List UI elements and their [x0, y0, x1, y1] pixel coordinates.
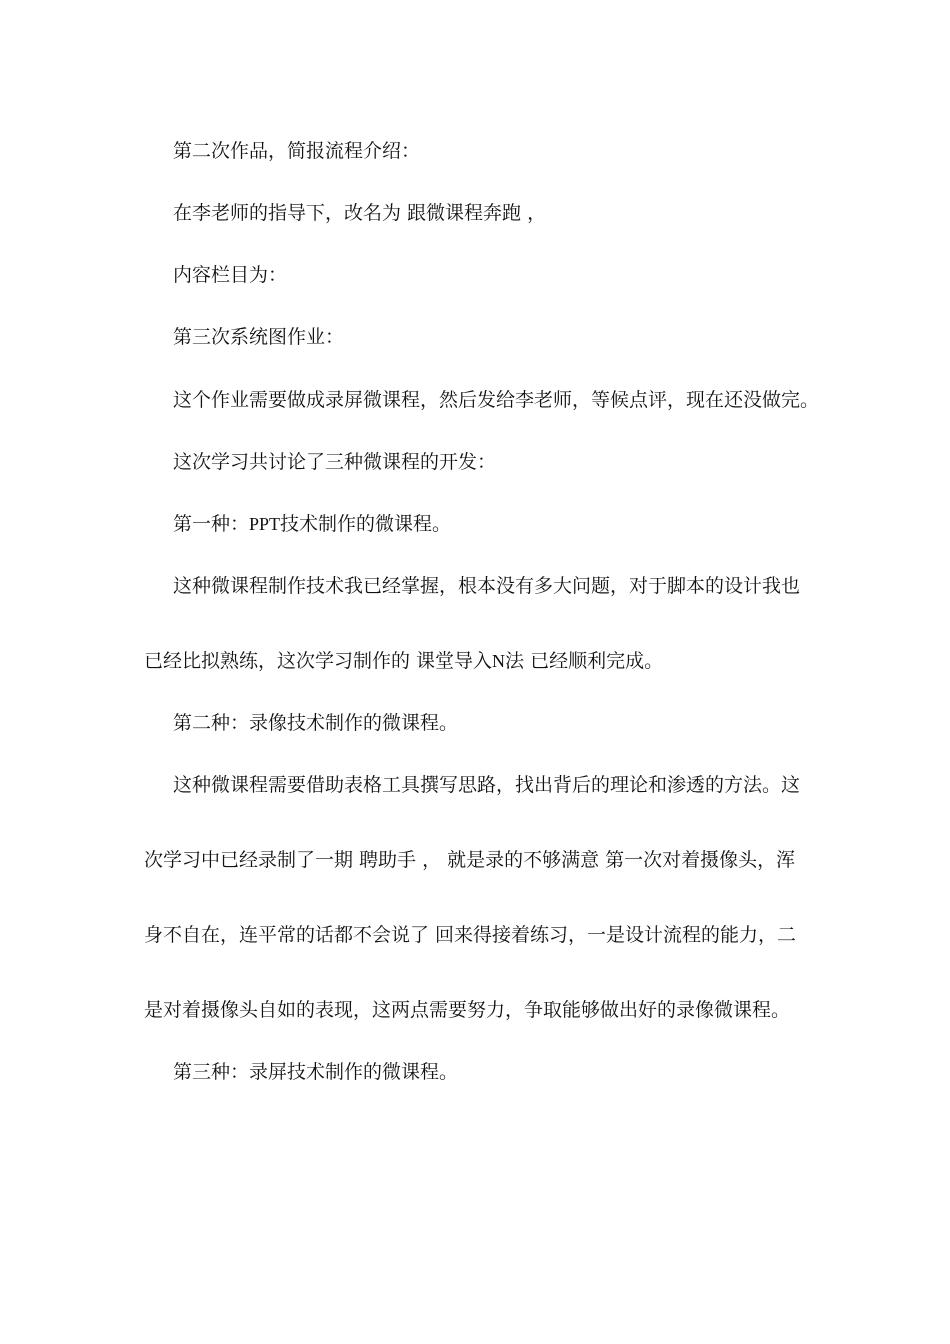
line-text: 第一种：	[173, 513, 250, 535]
paragraph-line: 是对着摄像头自如的表现，这两点需要努力，争取能够做出好的录像微课程。	[144, 999, 791, 1021]
paragraph-line: 内容栏目为：	[173, 264, 288, 286]
paragraph-line: 在李老师的指导下，改名为 跟微课程奔跑 ，	[173, 202, 547, 224]
paragraph-line: 这种微课程制作技术我已经掌握，根本没有多大问题，对于脚本的设计我也	[173, 575, 801, 597]
latin-text: N	[492, 651, 506, 671]
paragraph-line: 第二种：录像技术制作的微课程。	[173, 712, 459, 734]
paragraph-line: 第三种：录屏技术制作的微课程。	[173, 1061, 459, 1083]
paragraph-line: 这种微课程需要借助表格工具撰写思路，找出背后的理论和渗透的方法。这	[173, 774, 801, 796]
line-text: 已经比拟熟练，这次学习制作的 课堂导入	[144, 650, 493, 672]
paragraph-line: 次学习中已经录制了一期 聘助手 ， 就是录的不够满意 第一次对着摄像头，浑	[144, 849, 796, 871]
paragraph-line: 第二次作品，简报流程介绍：	[173, 140, 421, 162]
paragraph-line: 身不自在，连平常的话都不会说了 回来得接着练习，一是设计流程的能力，二	[144, 924, 797, 946]
line-text: 法 已经顺利完成。	[505, 650, 664, 672]
latin-text: PPT	[249, 514, 281, 534]
paragraph-line: 这个作业需要做成录屏微课程，然后发给李老师，等候点评，现在还没做完。	[173, 389, 820, 411]
paragraph-line: 这次学习共讨论了三种微课程的开发：	[173, 451, 497, 473]
line-text: 技术制作的微课程。	[280, 513, 452, 535]
paragraph-line	[173, 512, 824, 536]
paragraph-line	[144, 649, 824, 673]
paragraph-line: 第三次系统图作业：	[173, 326, 345, 348]
